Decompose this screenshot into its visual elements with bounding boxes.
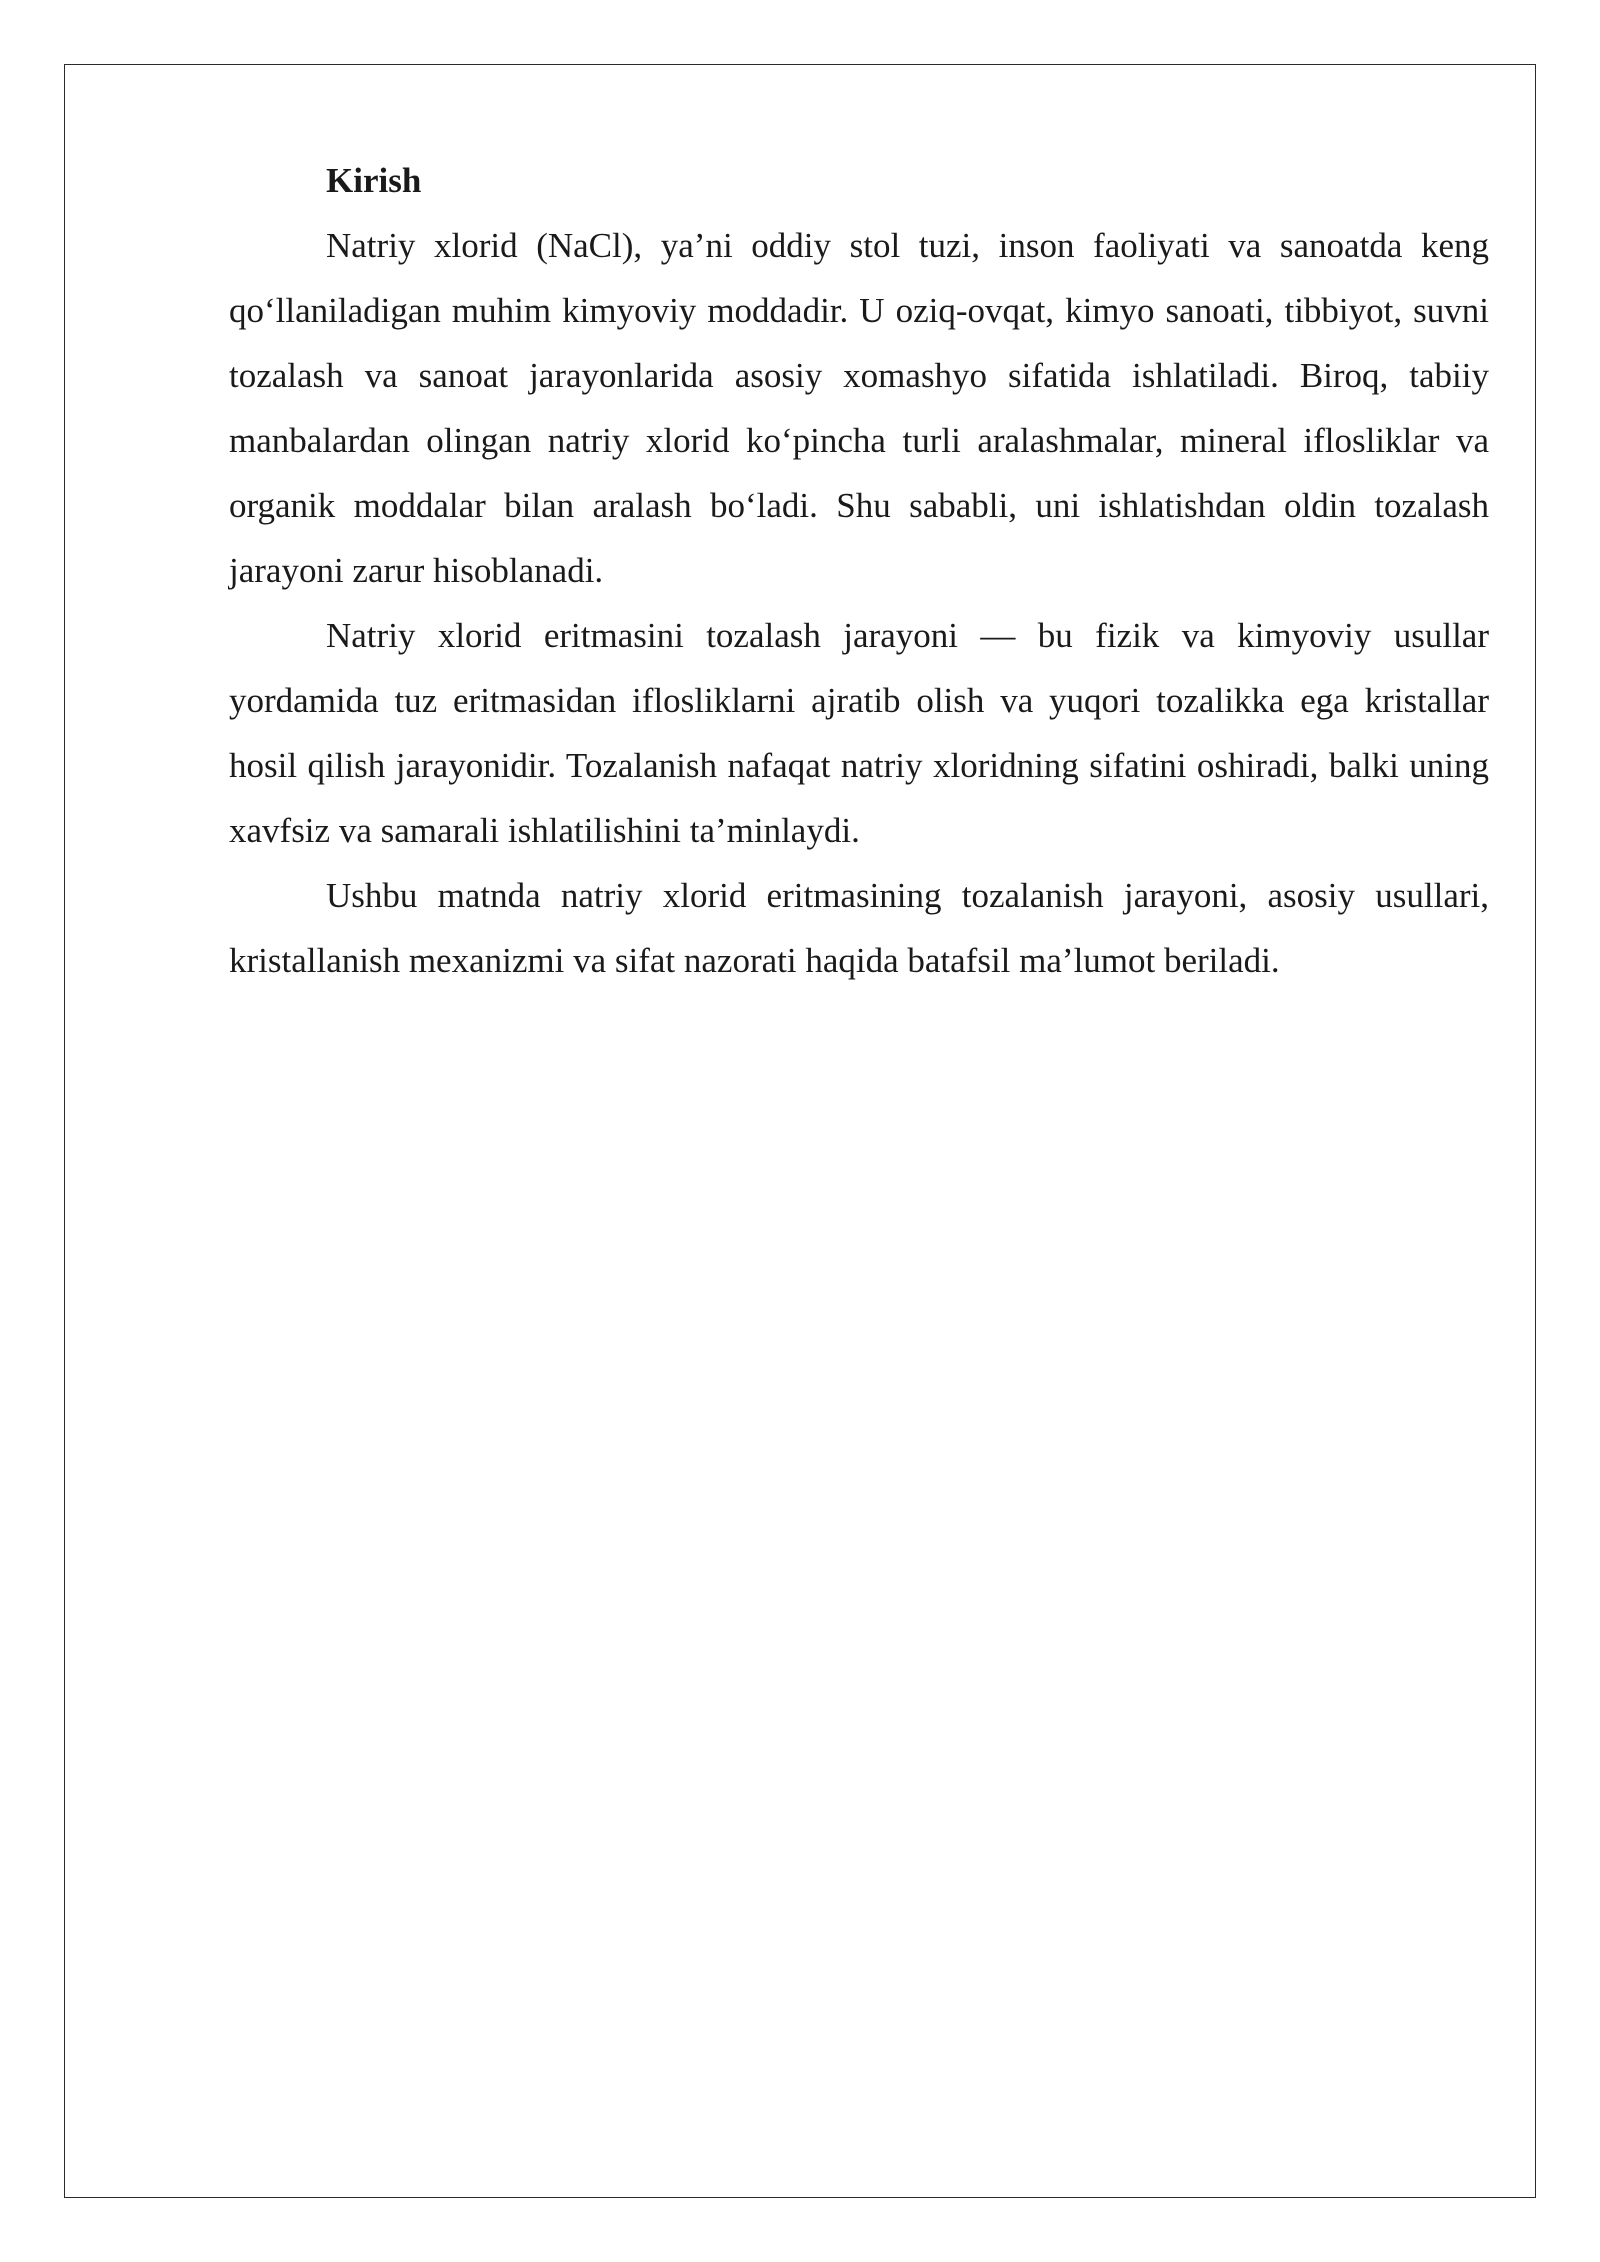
paragraph-3: Ushbu matnda natriy xlorid eritmasining tozalanish jarayoni, asosiy usullari, kristallanish mexanizmi va sifat nazorati haqida batafsil ma’lumot beriladi. [229, 876, 1489, 980]
paragraph-1: Natriy xlorid (NaCl), ya’ni oddiy stol tuzi, inson faoliyati va sanoatda keng qo‘llaniladigan muhim kimyoviy moddadir. U oziq-ovqat, kimyo sanoati, tibbiyot, suvni tozalash va sanoat jarayonlarida asosiy xomashyo sifatida ishlatiladi. Biroq, tabiiy manbalardan olingan natriy xlorid ko‘pincha turli aralashmalar, mineral iflosliklar va organik moddalar bilan aralash bo‘ladi. Shu sababli, uni ishlatishdan oldin tozalash jarayoni zarur hisoblanadi. [229, 226, 1489, 590]
document-body [229, 148, 1489, 993]
section-heading: Kirish [326, 161, 422, 200]
paragraph-2: Natriy xlorid eritmasini tozalash jarayoni — bu fizik va kimyoviy usullar yordamida tuz eritmasidan iflosliklarni ajratib olish va yuqori tozalikka ega kristallar hosil qilish jarayonidir. Tozalanish nafaqat natriy xloridning sifatini oshiradi, balki uning xavfsiz va samarali ishlatilishini ta’minlaydi. [229, 616, 1489, 850]
